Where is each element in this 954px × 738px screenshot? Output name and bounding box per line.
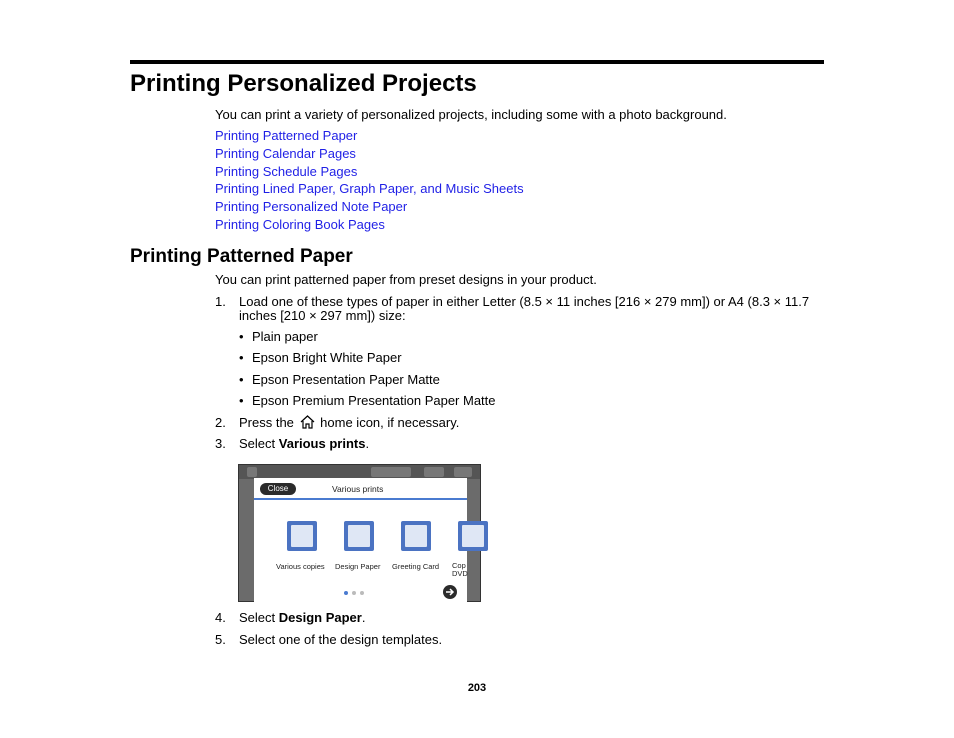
- tile-graphic: [291, 525, 313, 547]
- bullet-item: [239, 393, 496, 408]
- bullet-dot: •: [239, 329, 244, 344]
- step4-post: .: [361, 610, 366, 625]
- step1-line1: Load one of these types of paper in either Letter (8.5 × 11 inches [216 × 279 mm]) or A4 (8.3 × 11.7: [239, 294, 810, 309]
- home-icon: [300, 415, 315, 432]
- bullet-text: Epson Premium Presentation Paper Matte: [252, 393, 496, 408]
- bullet-text: Epson Bright White Paper: [252, 350, 402, 365]
- link-lined-paper[interactable]: Printing Lined Paper, Graph Paper, and Music Sheets: [215, 181, 524, 196]
- step2-text: [239, 415, 459, 432]
- step2-pre: Press the: [239, 415, 294, 430]
- link-note-paper[interactable]: Printing Personalized Note Paper: [215, 199, 408, 214]
- design-paper-icon[interactable]: [344, 521, 374, 551]
- printer-screen-image: [238, 464, 481, 602]
- step-number: 2.: [215, 415, 226, 430]
- close-button[interactable]: Close: [260, 483, 296, 495]
- bullet-dot: •: [239, 350, 244, 365]
- page-number: 203: [467, 682, 487, 694]
- home-icon: [247, 467, 257, 477]
- step-number: 4.: [215, 610, 226, 625]
- page-dot: [352, 591, 356, 595]
- bullet-text: Epson Presentation Paper Matte: [252, 372, 440, 387]
- step3-post: .: [365, 436, 370, 451]
- copy-dvd-icon[interactable]: [458, 521, 488, 551]
- tile-label-greeting-card: Greeting Card: [392, 562, 440, 571]
- tile-graphic: [462, 525, 484, 547]
- step3-bold: Various prints: [278, 436, 366, 451]
- step-number: 3.: [215, 436, 226, 451]
- page-dot-active: [344, 591, 348, 595]
- step-number: 5.: [215, 632, 226, 647]
- link-schedule-pages[interactable]: Printing Schedule Pages: [215, 164, 358, 179]
- step3-text: [239, 436, 369, 451]
- step4-text: [239, 610, 365, 625]
- greeting-card-icon[interactable]: [401, 521, 431, 551]
- link-calendar-pages[interactable]: Printing Calendar Pages: [215, 146, 356, 161]
- bullet-item: [239, 329, 318, 344]
- step5-text: Select one of the design templates.: [239, 632, 443, 647]
- bullet-text: Plain paper: [252, 329, 318, 344]
- step4-pre: Select: [239, 610, 276, 625]
- step1-line2: inches [210 × 297 mm]) size:: [239, 308, 406, 323]
- section-heading: Printing Patterned Paper: [130, 246, 353, 267]
- intro-text: You can print a variety of personalized projects, including some with a photo background.: [215, 107, 727, 122]
- link-coloring-book[interactable]: Printing Coloring Book Pages: [215, 217, 385, 232]
- bullet-item: [239, 350, 402, 365]
- tile-label-design-paper: Design Paper: [335, 562, 381, 571]
- wifi-icon: [424, 467, 444, 477]
- tile-graphic: [348, 525, 370, 547]
- section-intro: You can print patterned paper from preset designs in your product.: [215, 272, 597, 287]
- step3-pre: Select: [239, 436, 276, 451]
- bullet-dot: •: [239, 393, 244, 408]
- status-icon: [371, 467, 411, 477]
- step4-bold: Design Paper: [278, 610, 362, 625]
- various-copies-icon[interactable]: [287, 521, 317, 551]
- tile-graphic: [405, 525, 427, 547]
- next-arrow-icon[interactable]: [443, 585, 457, 599]
- dialog-title: Various prints: [332, 484, 384, 494]
- link-patterned-paper[interactable]: Printing Patterned Paper: [215, 128, 358, 143]
- step-number: 1.: [215, 294, 226, 309]
- step2-post: home icon, if necessary.: [320, 415, 460, 430]
- tile-label-various-copies: Various copies: [276, 562, 325, 571]
- various-prints-dialog: [254, 478, 467, 602]
- bullet-item: [239, 372, 440, 387]
- page-title: Printing Personalized Projects: [130, 70, 477, 97]
- ink-icon: [454, 467, 472, 477]
- tile-label-copy-dvd: Cop DVD: [452, 561, 468, 578]
- title-rule: [130, 60, 824, 64]
- bullet-dot: •: [239, 372, 244, 387]
- page-dot: [360, 591, 364, 595]
